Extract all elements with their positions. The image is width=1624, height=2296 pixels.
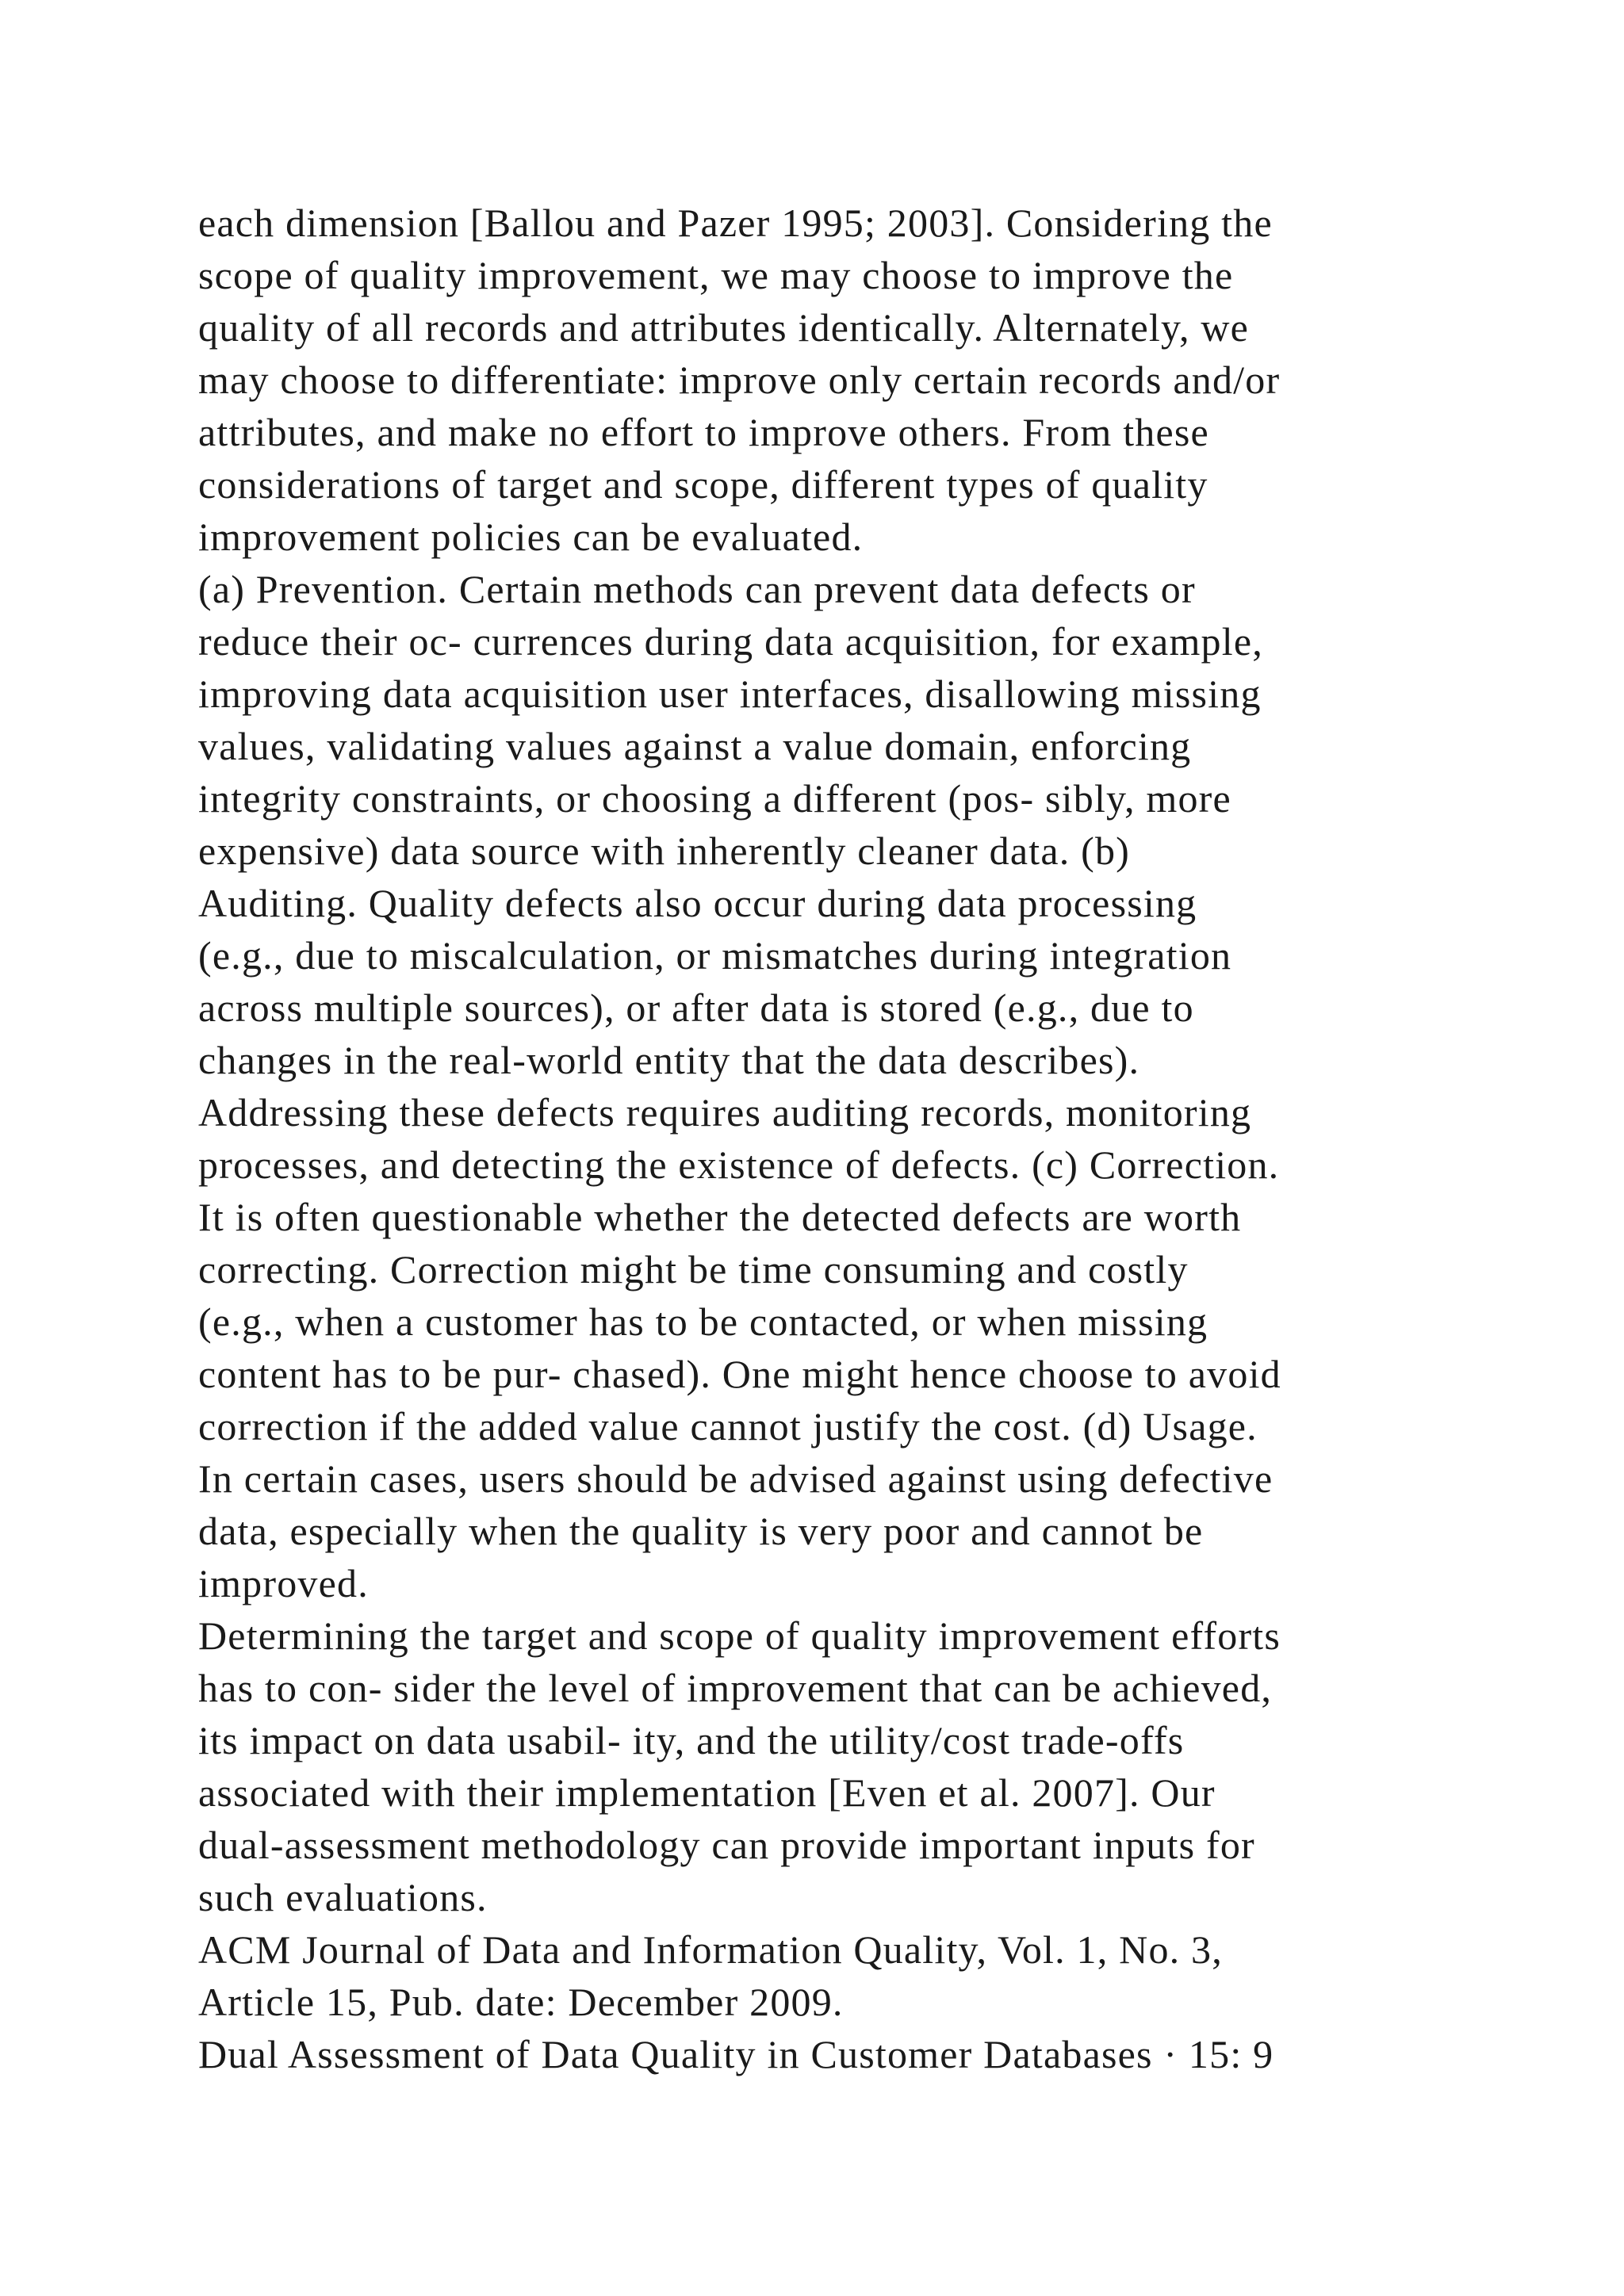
text-line: values, validating values against a value domain, enforcing bbox=[198, 724, 1192, 768]
text-line: expensive) data source with inherently cleaner data. (b) bbox=[198, 828, 1131, 873]
text-line: Determining the target and scope of quality improvement efforts bbox=[198, 1613, 1281, 1658]
text-line: Addressing these defects requires auditing records, monitoring bbox=[198, 1090, 1252, 1135]
text-line: across multiple sources), or after data is stored (e.g., due to bbox=[198, 985, 1194, 1030]
text-line: scope of quality improvement, we may choose to improve the bbox=[198, 253, 1234, 297]
text-line: improvement policies can be evaluated. bbox=[198, 515, 864, 559]
text-line: In certain cases, users should be advised against using defective bbox=[198, 1456, 1274, 1501]
text-line: improving data acquisition user interfaces, disallowing missing bbox=[198, 672, 1262, 716]
text-line: such evaluations. bbox=[198, 1875, 488, 1919]
journal-citation-line: ACM Journal of Data and Information Quality, Vol. 1, No. 3, bbox=[198, 1927, 1223, 1972]
running-header: Dual Assessment of Data Quality in Customer Databases · 15: 9 bbox=[198, 2032, 1274, 2076]
text-line: has to con- sider the level of improvement that can be achieved, bbox=[198, 1666, 1273, 1710]
text-line: attributes, and make no effort to improve others. From these bbox=[198, 410, 1209, 454]
text-line: It is often questionable whether the detected defects are worth bbox=[198, 1195, 1242, 1239]
text-line: improved. bbox=[198, 1561, 369, 1605]
text-line: correction if the added value cannot justify the cost. (d) Usage. bbox=[198, 1404, 1258, 1448]
text-line: content has to be pur- chased). One might hence choose to avoid bbox=[198, 1352, 1281, 1396]
text-line: its impact on data usabil- ity, and the utility/cost trade-offs bbox=[198, 1718, 1185, 1762]
text-line: quality of all records and attributes identically. Alternately, we bbox=[198, 305, 1250, 350]
document-page bbox=[198, 197, 1499, 2080]
text-line: (a) Prevention. Certain methods can prevent data defects or bbox=[198, 567, 1196, 611]
text-line: integrity constraints, or choosing a different (pos- sibly, more bbox=[198, 776, 1231, 821]
text-line: reduce their oc- currences during data acquisition, for example, bbox=[198, 619, 1263, 664]
journal-citation-line: Article 15, Pub. date: December 2009. bbox=[198, 1980, 844, 2024]
text-line: dual-assessment methodology can provide important inputs for bbox=[198, 1823, 1255, 1867]
text-line: changes in the real-world entity that the data describes). bbox=[198, 1038, 1140, 1082]
text-line: (e.g., when a customer has to be contacted, or when missing bbox=[198, 1299, 1208, 1344]
text-line: each dimension [Ballou and Pazer 1995; 2003]. Considering the bbox=[198, 201, 1273, 245]
text-line: may choose to differentiate: improve only certain records and/or bbox=[198, 358, 1281, 402]
text-line: associated with their implementation [Even et al. 2007]. Our bbox=[198, 1770, 1216, 1815]
text-line: Auditing. Quality defects also occur during data processing bbox=[198, 881, 1197, 925]
text-line: processes, and detecting the existence of defects. (c) Correction. bbox=[198, 1142, 1280, 1187]
text-line: (e.g., due to miscalculation, or mismatches during integration bbox=[198, 933, 1232, 978]
text-line: data, especially when the quality is very poor and cannot be bbox=[198, 1509, 1204, 1553]
text-line: considerations of target and scope, different types of quality bbox=[198, 462, 1208, 507]
text-line: correcting. Correction might be time consuming and costly bbox=[198, 1247, 1189, 1292]
